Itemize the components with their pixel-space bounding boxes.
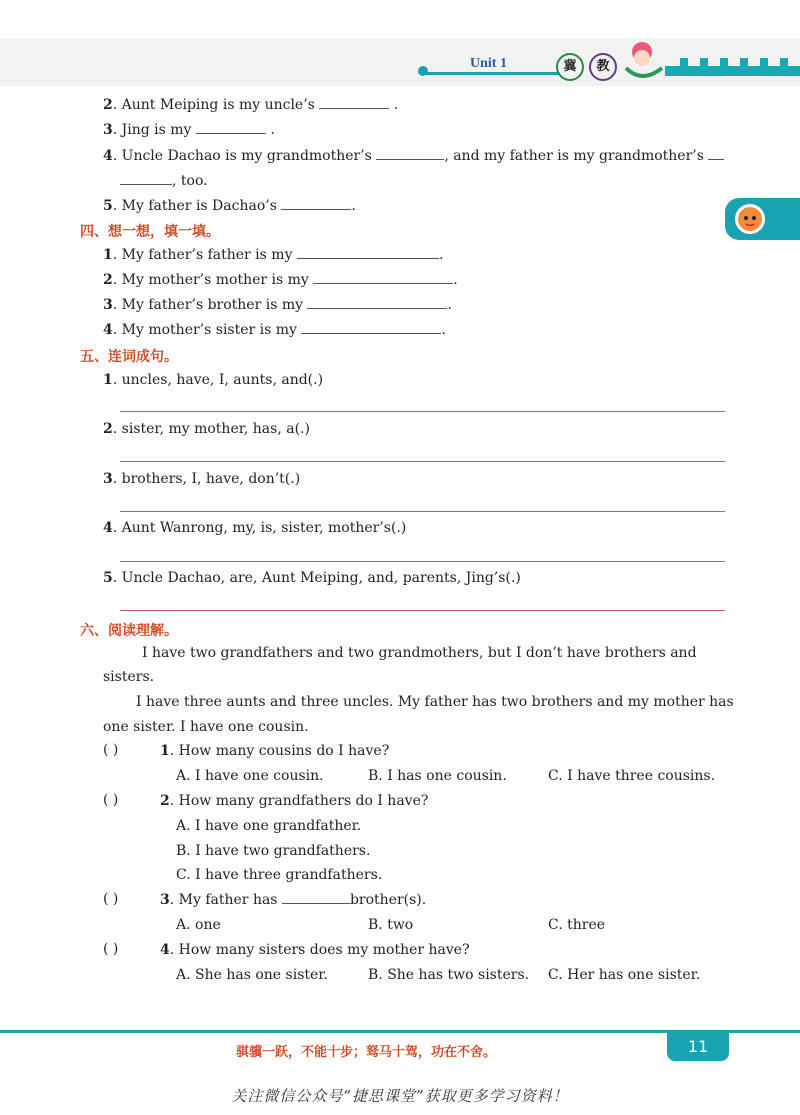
answer-blank[interactable] — [120, 172, 172, 185]
answer-line[interactable] — [120, 561, 725, 562]
option[interactable]: C. I have three cousins. — [548, 768, 716, 784]
part4-q2: 2. My mother’s mother is my . — [103, 272, 458, 288]
badge-jiao: 教 — [589, 53, 617, 81]
passage-line: I have two grandfathers and two grandmothers, but I don’t have brothers and — [142, 645, 697, 661]
answer-line[interactable] — [120, 461, 725, 462]
footer-motto: 骐骥一跃，不能十步；驽马十驾，功在不舍。 — [236, 1045, 497, 1060]
part6-q2: 2. How many grandfathers do I have? — [160, 793, 429, 809]
part4-title: 四、想一想，填一填。 — [80, 224, 220, 240]
part6-title: 六、阅读理解。 — [80, 623, 178, 639]
footer-note: 关注微信公众号“捷思课堂”获取更多学习资料！ — [231, 1087, 569, 1105]
part4-q3: 3. My father’s brother is my . — [103, 297, 452, 313]
header-checker — [760, 58, 768, 66]
option[interactable]: C. I have three grandfathers. — [176, 867, 383, 883]
answer-blank[interactable] — [708, 147, 724, 160]
answer-blank[interactable] — [297, 246, 439, 259]
part5-q1: 1. uncles, have, I, aunts, and(.) — [103, 372, 324, 388]
option[interactable]: B. two — [368, 917, 414, 933]
badge-ji: 冀 — [556, 53, 584, 81]
answer-paren[interactable]: ( ) — [103, 742, 119, 758]
header-teal-bar — [665, 66, 800, 76]
answer-blank[interactable] — [196, 121, 266, 134]
part5-q5: 5. Uncle Dachao, are, Aunt Meiping, and, parents, Jing’s(.) — [103, 570, 521, 586]
part4-q1: 1. My father’s father is my . — [103, 247, 444, 263]
answer-line[interactable] — [120, 610, 725, 611]
part5-q2: 2. sister, my mother, has, a(.) — [103, 421, 310, 437]
header-checker — [720, 58, 728, 66]
option[interactable]: A. one — [176, 917, 221, 933]
option[interactable]: A. I have one cousin. — [176, 768, 324, 784]
part6-q3: 3. My father has brother(s). — [160, 892, 427, 908]
passage-line: one sister. I have one cousin. — [103, 719, 309, 735]
answer-paren[interactable]: ( ) — [103, 792, 119, 808]
part3-q4: 4. Uncle Dachao is my grandmother’s , and my father is my grandmother’s — [103, 147, 724, 165]
part3-q3: 3. Jing is my . — [103, 122, 275, 138]
answer-line[interactable] — [120, 411, 725, 412]
answer-paren[interactable]: ( ) — [103, 891, 119, 907]
answer-paren[interactable]: ( ) — [103, 941, 119, 957]
answer-blank[interactable] — [307, 296, 447, 309]
header-checker — [740, 58, 748, 66]
unit-label: Unit 1 — [470, 56, 507, 71]
part4-q4: 4. My mother’s sister is my . — [103, 322, 446, 338]
page-number: 11 — [667, 1033, 729, 1061]
part5-title: 五、连词成句。 — [80, 349, 178, 365]
part3-q4-cont: , too. — [120, 172, 208, 190]
passage-line: sisters. — [103, 669, 155, 685]
option[interactable]: B. I has one cousin. — [368, 768, 507, 784]
header-checker — [700, 58, 708, 66]
option[interactable]: C. Her has one sister. — [548, 967, 701, 983]
option[interactable]: B. She has two sisters. — [368, 967, 530, 983]
part6-q1: 1. How many cousins do I have? — [160, 743, 390, 759]
cartoon-mascot-icon — [735, 204, 765, 234]
option[interactable]: A. I have one grandfather. — [176, 818, 362, 834]
part5-q4: 4. Aunt Wanrong, my, is, sister, mother’s(.) — [103, 520, 407, 536]
answer-blank[interactable] — [319, 96, 389, 109]
option[interactable]: B. I have two grandfathers. — [176, 843, 371, 859]
part3-q2: 2. Aunt Meiping is my uncle’s . — [103, 97, 399, 113]
header-checker — [680, 58, 688, 66]
header-checker — [780, 58, 788, 66]
passage-line: I have three aunts and three uncles. My father has two brothers and my mother has — [136, 694, 734, 710]
answer-blank[interactable] — [376, 147, 444, 160]
answer-blank[interactable] — [301, 321, 441, 334]
answer-blank[interactable] — [313, 271, 453, 284]
option[interactable]: A. She has one sister. — [176, 967, 328, 983]
option[interactable]: C. three — [548, 917, 606, 933]
part6-q4: 4. How many sisters does my mother have? — [160, 942, 470, 958]
answer-blank[interactable] — [282, 891, 350, 904]
answer-line[interactable] — [120, 511, 725, 512]
header-underline — [420, 72, 560, 75]
part3-q5: 5. My father is Dachao’s . — [103, 198, 356, 214]
answer-blank[interactable] — [281, 197, 351, 210]
part5-q3: 3. brothers, I, have, don’t(.) — [103, 471, 301, 487]
cartoon-girl-icon — [618, 38, 668, 84]
